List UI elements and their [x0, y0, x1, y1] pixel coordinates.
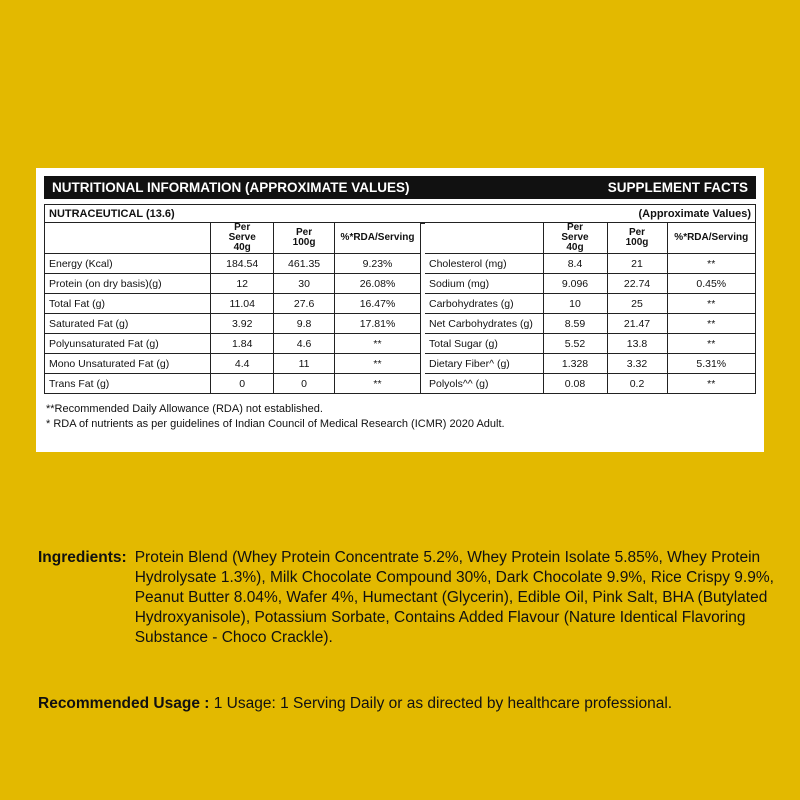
footnotes [44, 394, 756, 432]
rda-value: ** [667, 314, 755, 334]
table-header-row [45, 223, 421, 254]
per-100g-value: 4.6 [274, 334, 335, 354]
nutraceutical-label: NUTRACEUTICAL (13.6) [49, 207, 175, 220]
per-100g-value: 27.6 [274, 294, 335, 314]
per-serve-value: 1.328 [543, 354, 607, 374]
per-serve-header: Per Serve 40g [211, 223, 274, 254]
per-serve-value: 10 [543, 294, 607, 314]
table-row [45, 314, 421, 334]
nutrient-name: Energy (Kcal) [45, 254, 211, 274]
table-row [425, 374, 755, 394]
nutrient-name: Protein (on dry basis)(g) [45, 274, 211, 294]
nutrient-name: Total Sugar (g) [425, 334, 543, 354]
per-serve-value: 0 [211, 374, 274, 394]
rda-value: ** [667, 374, 755, 394]
nutrient-name: Trans Fat (g) [45, 374, 211, 394]
per-100g-value: 22.74 [607, 274, 667, 294]
nutrient-name: Carbohydrates (g) [425, 294, 543, 314]
per-serve-value: 1.84 [211, 334, 274, 354]
nutraceutical-row [45, 205, 755, 223]
per-serve-value: 11.04 [211, 294, 274, 314]
nutrition-table-right [425, 223, 755, 393]
per-100g-value: 21 [607, 254, 667, 274]
per-100g-value: 13.8 [607, 334, 667, 354]
table-row [425, 294, 755, 314]
per-100g-value: 3.32 [607, 354, 667, 374]
per-100g-value: 21.47 [607, 314, 667, 334]
per-serve-value: 12 [211, 274, 274, 294]
nutrient-name: Mono Unsaturated Fat (g) [45, 354, 211, 374]
rda-header: %*RDA/Serving [667, 223, 755, 254]
nutrient-name: Polyunsaturated Fat (g) [45, 334, 211, 354]
per-100g-value: 11 [274, 354, 335, 374]
rda-value: 0.45% [667, 274, 755, 294]
per-serve-value: 5.52 [543, 334, 607, 354]
nutrient-name: Polyols^^ (g) [425, 374, 543, 394]
rda-value: 16.47% [335, 294, 421, 314]
tables-wrapper [45, 223, 755, 393]
rda-value: ** [335, 334, 421, 354]
rda-value: ** [335, 354, 421, 374]
icmr-note: * RDA of nutrients as per guidelines of Indian Council of Medical Research (ICMR) 2020 Adult. [46, 418, 505, 430]
name-header [45, 223, 211, 254]
per-serve-value: 3.92 [211, 314, 274, 334]
nutrient-name: Saturated Fat (g) [45, 314, 211, 334]
per-serve-value: 8.4 [543, 254, 607, 274]
per-serve-value: 0.08 [543, 374, 607, 394]
rda-value: 26.08% [335, 274, 421, 294]
nutrient-name: Total Fat (g) [45, 294, 211, 314]
nutrient-name: Net Carbohydrates (g) [425, 314, 543, 334]
table-row [425, 354, 755, 374]
rda-value: 5.31% [667, 354, 755, 374]
rda-value: 9.23% [335, 254, 421, 274]
usage-label: Recommended Usage : [38, 695, 210, 712]
ingredients-section [38, 548, 778, 648]
rda-header: %*RDA/Serving [335, 223, 421, 254]
nutrition-title: NUTRITIONAL INFORMATION (APPROXIMATE VALUES) [52, 180, 410, 195]
rda-value: ** [335, 374, 421, 394]
rda-value: ** [667, 334, 755, 354]
table-row [425, 334, 755, 354]
supplement-facts-title: SUPPLEMENT FACTS [607, 180, 748, 195]
nutrition-table-box [44, 204, 756, 394]
ingredients-label: Ingredients: [38, 549, 127, 566]
table-row [425, 274, 755, 294]
nutrient-name: Sodium (mg) [425, 274, 543, 294]
usage-section [38, 694, 778, 714]
nutrient-name: Cholesterol (mg) [425, 254, 543, 274]
per-100g-value: 0.2 [607, 374, 667, 394]
nutrition-table-left [45, 223, 421, 393]
rda-value: ** [667, 254, 755, 274]
header-bar [44, 176, 756, 199]
approximate-values-label: (Approximate Values) [638, 207, 751, 220]
table-row [425, 314, 755, 334]
table-row [45, 254, 421, 274]
per-serve-value: 184.54 [211, 254, 274, 274]
rda-value: 17.81% [335, 314, 421, 334]
per-serve-value: 4.4 [211, 354, 274, 374]
per-100g-value: 0 [274, 374, 335, 394]
per-100g-value: 461.35 [274, 254, 335, 274]
table-header-row [425, 223, 755, 254]
per-100g-header: Per 100g [607, 223, 667, 254]
name-header [425, 223, 543, 254]
table-row [45, 334, 421, 354]
rda-value: ** [667, 294, 755, 314]
per-serve-value: 8.59 [543, 314, 607, 334]
table-row [45, 274, 421, 294]
table-row [45, 294, 421, 314]
usage-text: 1 Usage: 1 Serving Daily or as directed by healthcare professional. [213, 695, 673, 712]
table-row [45, 354, 421, 374]
rda-not-established-note: **Recommended Daily Allowance (RDA) not established. [46, 403, 323, 415]
per-100g-header: Per 100g [274, 223, 335, 254]
table-row [425, 254, 755, 274]
per-100g-value: 25 [607, 294, 667, 314]
per-100g-value: 30 [274, 274, 335, 294]
table-row [45, 374, 421, 394]
ingredients-text: Protein Blend (Whey Protein Concentrate 5.2%, Whey Protein Isolate 5.85%, Whey Protein Hydrolysate 1.3%), Milk Chocolate Compound 30%, Dark Chocolate 9.9%, Rice Crispy 9.9%, Peanut Butter 8.04%, Wafer 4%, Humectant (Glycerin), Edible Oil, Pink Salt, BHA (Butylated Hydroxyanisole), Potassium Sorbate, Contains Added Flavour (Nature Identical Flavoring Substance - Choco Crackle). [134, 549, 774, 646]
per-serve-value: 9.096 [543, 274, 607, 294]
nutrient-name: Dietary Fiber^ (g) [425, 354, 543, 374]
per-100g-value: 9.8 [274, 314, 335, 334]
per-serve-header: Per Serve 40g [543, 223, 607, 254]
nutrition-panel [36, 168, 764, 452]
